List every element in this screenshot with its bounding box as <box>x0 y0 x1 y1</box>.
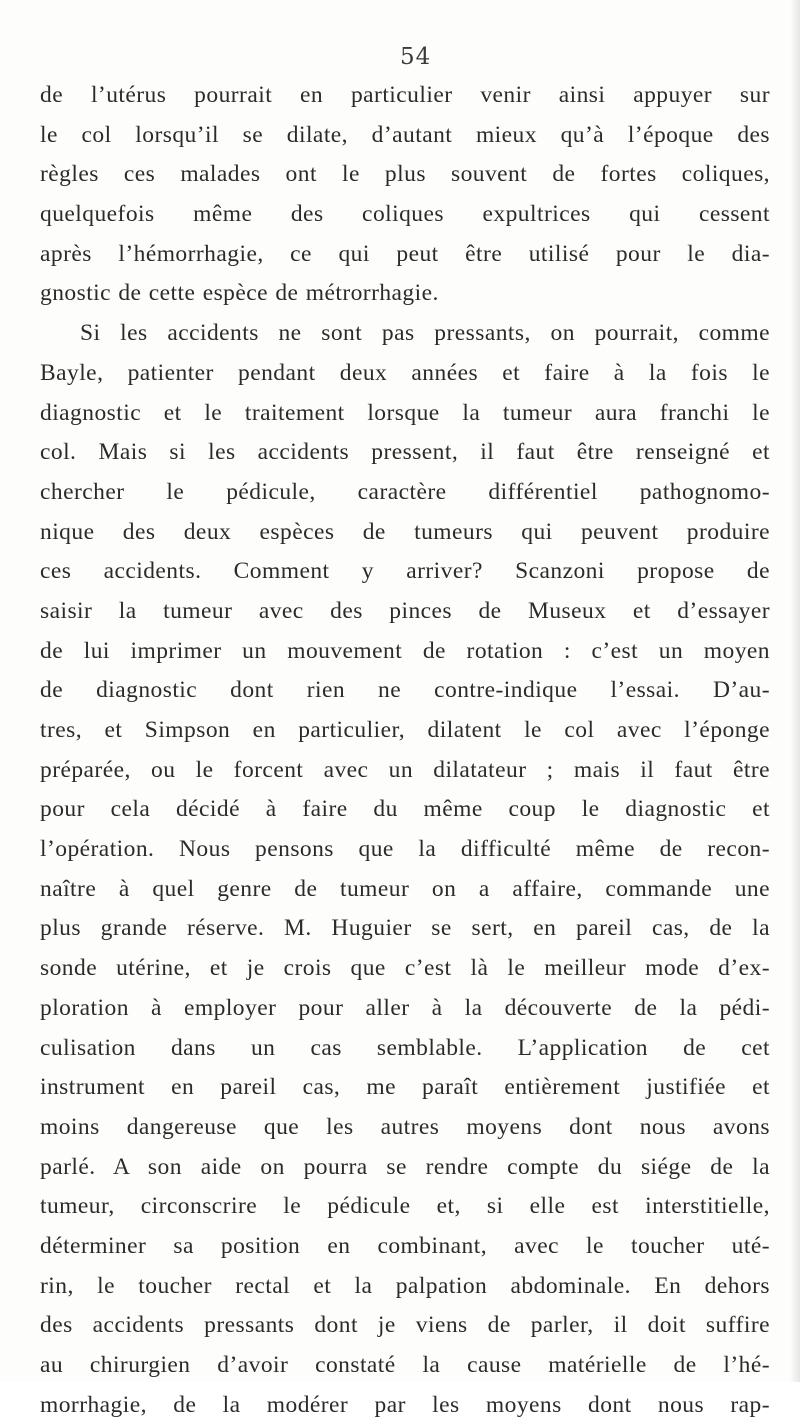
text-line: naître à quel genre de tumeur on a affaire, commande une <box>40 875 770 902</box>
text-line: préparée, ou le forcent avec un dilatateur ; mais il faut être <box>40 756 770 783</box>
text-line: pour cela décidé à faire du même coup le diagnostic et <box>40 796 770 823</box>
text-line: de lui imprimer un mouvement de rotation : c’est un moyen <box>40 637 770 664</box>
text-line: au chirurgien d’avoir constaté la cause matérielle de l’hé- <box>40 1352 770 1378</box>
text-line: diagnostic et le traitement lorsque la tumeur aura franchi le <box>40 399 770 426</box>
text-line: chercher le pédicule, caractère différentiel pathognomo- <box>40 478 770 505</box>
page-edge-shadow <box>790 0 800 1382</box>
text-line: plus grande réserve. M. Huguier se sert, en pareil cas, de la <box>40 915 770 942</box>
text-line: moins dangereuse que les autres moyens dont nous avons <box>40 1113 770 1140</box>
text-line: Bayle, patienter pendant deux années et faire à la fois le <box>40 359 770 386</box>
text-line: tres, et Simpson en particulier, dilatent le col avec l’éponge <box>40 717 770 743</box>
text-line: de diagnostic dont rien ne contre-indique l’essai. D’au- <box>40 677 770 704</box>
text-line: saisir la tumeur avec des pinces de Museux et d’essayer <box>40 597 770 624</box>
text-line: sonde utérine, et je crois que c’est là le meilleur mode d’ex- <box>40 955 770 982</box>
body-text <box>40 76 770 1425</box>
text-line: déterminer sa position en combinant, avec le toucher uté- <box>40 1232 770 1259</box>
text-line: des accidents pressants dont je viens de parler, il doit suffire <box>40 1312 770 1339</box>
text-line: règles ces malades ont le plus souvent de fortes coliques, <box>40 161 770 188</box>
text-line: tumeur, circonscrire le pédicule et, si elle est interstitielle, <box>40 1193 770 1220</box>
page-number: 54 <box>400 44 432 70</box>
text-line: ces accidents. Comment y arriver? Scanzoni propose de <box>40 558 770 585</box>
text-line: col. Mais si les accidents pressent, il faut être renseigné et <box>40 439 770 466</box>
text-line: rin, le toucher rectal et la palpation abdominale. En dehors <box>40 1272 770 1299</box>
text-line: morrhagie, de la modérer par les moyens dont nous rap- <box>40 1391 770 1418</box>
text-line: parlé. A son aide on pourra se rendre compte du siége de la <box>40 1153 770 1180</box>
text-line: après l’hémorrhagie, ce qui peut être utilisé pour le dia- <box>40 240 770 267</box>
text-line: le col lorsqu’il se dilate, d’autant mieux qu’à l’époque des <box>40 121 770 148</box>
text-line: ploration à employer pour aller à la découverte de la pédi- <box>40 994 770 1021</box>
text-line: culisation dans un cas semblable. L’application de cet <box>40 1034 770 1061</box>
text-line: l’opération. Nous pensons que la difficulté même de recon- <box>40 836 770 863</box>
text-line: nique des deux espèces de tumeurs qui peuvent produire <box>40 518 770 545</box>
text-line: de l’utérus pourrait en particulier venir ainsi appuyer sur <box>40 82 770 108</box>
text-line: gnostic de cette espèce de métrorrhagie. <box>40 280 439 307</box>
text-line: instrument en pareil cas, me paraît entièrement justifiée et <box>40 1074 770 1101</box>
text-line: quelquefois même des coliques expultrices qui cessent <box>40 201 770 228</box>
paragraph-start-line: Si les accidents ne sont pas pressants, on pourrait, comme <box>80 320 770 347</box>
